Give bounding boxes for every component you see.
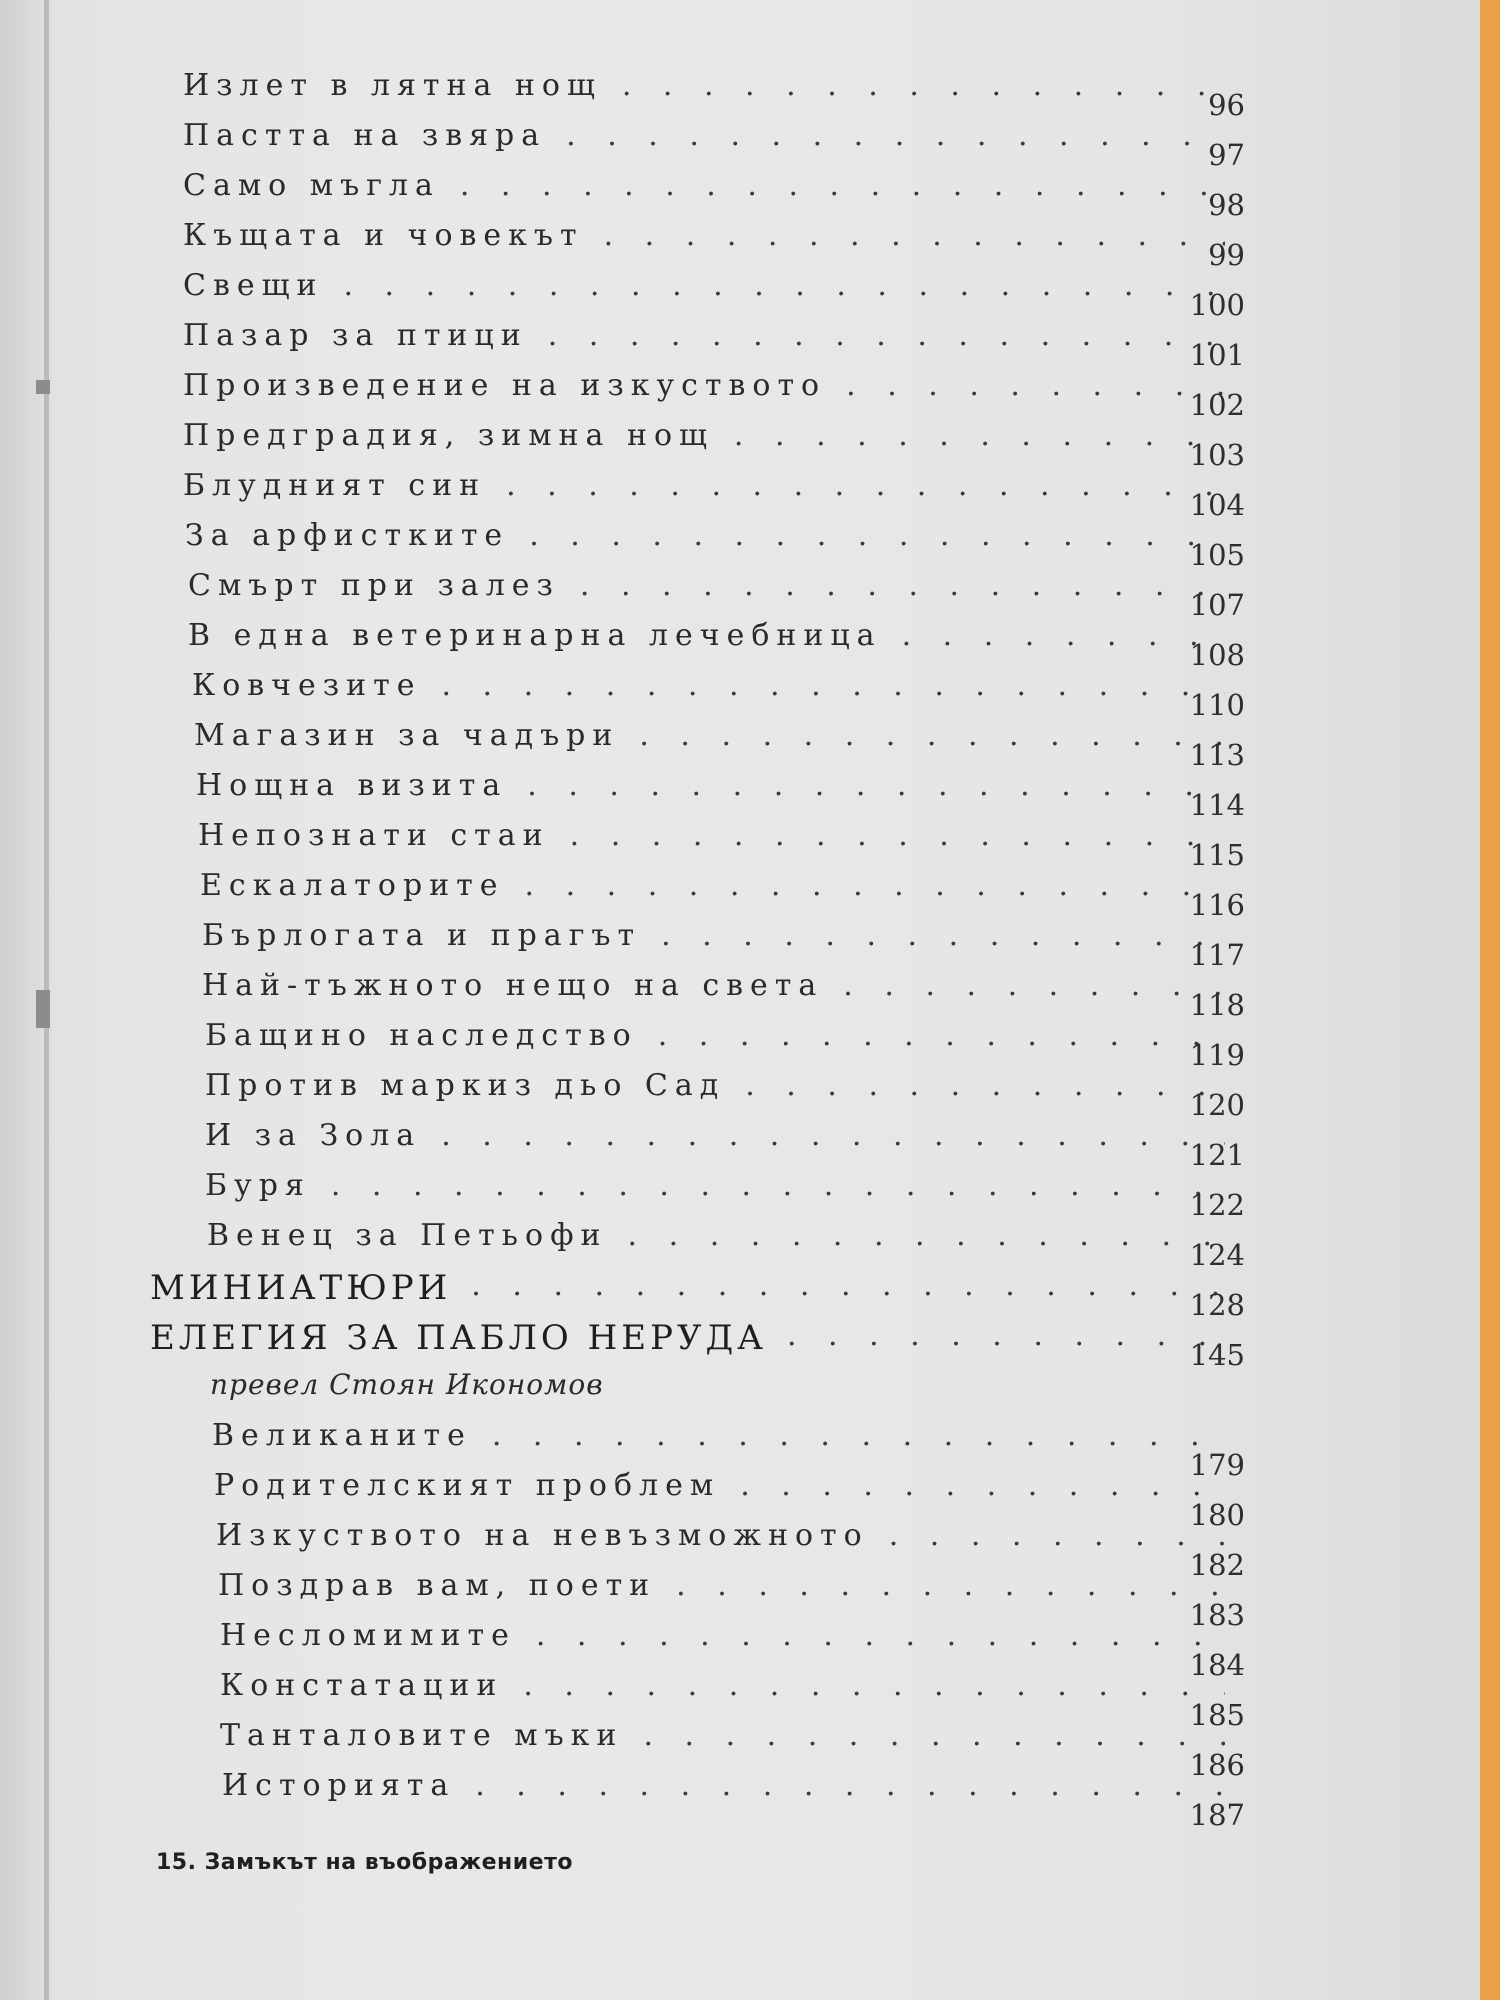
toc-dot-leader — [471, 1268, 1225, 1310]
toc-page-number: 182 — [1189, 1548, 1245, 1582]
toc-entry-title: Ескалаторите — [200, 868, 505, 903]
toc-page-number: 185 — [1189, 1698, 1245, 1732]
toc-dot-leader — [492, 1418, 1225, 1460]
toc-dot-leader — [734, 418, 1225, 460]
toc-entry-title: превел Стоян Икономов — [210, 1368, 604, 1401]
toc-entry — [216, 1518, 1225, 1560]
toc-page-number: 117 — [1189, 938, 1245, 972]
toc-page-number: 99 — [1208, 238, 1245, 272]
toc-entry — [183, 468, 1225, 510]
toc-entry-title: Смърт при залез — [188, 568, 560, 603]
toc-entry-title: МИНИАТЮРИ — [150, 1268, 452, 1308]
toc-page-number: 103 — [1189, 438, 1245, 472]
toc-entry-title: Родителският проблем — [214, 1468, 721, 1503]
toc-entry — [198, 818, 1225, 860]
toc-entry — [185, 518, 1225, 560]
toc-entry-title: Предградия, зимна нощ — [183, 418, 714, 453]
toc-dot-leader — [745, 1068, 1225, 1110]
toc-page-number: 98 — [1208, 188, 1245, 222]
toc-dot-leader — [740, 1468, 1225, 1510]
toc-entry-title: И за Зола — [205, 1118, 422, 1153]
toc-dot-leader — [527, 768, 1225, 810]
toc-entry — [183, 418, 1225, 460]
toc-page-number: 96 — [1208, 88, 1245, 122]
toc-entry — [220, 1618, 1225, 1660]
toc-entry — [205, 1168, 1225, 1210]
toc-entry-title: Бащино наследство — [205, 1018, 638, 1053]
toc-entry — [205, 1118, 1225, 1160]
toc-entry — [202, 968, 1225, 1010]
page-footer: 15. Замъкът на въображението — [156, 1850, 573, 1875]
toc-page-number: 187 — [1189, 1798, 1245, 1832]
toc-dot-leader — [676, 1568, 1225, 1610]
toc-dot-leader — [525, 868, 1226, 910]
toc-page-number: 118 — [1189, 988, 1245, 1022]
toc-entry-title: За арфистките — [185, 518, 510, 553]
toc-page-number: 116 — [1189, 888, 1245, 922]
toc-entry — [205, 1068, 1225, 1110]
toc-page-number: 120 — [1189, 1088, 1245, 1122]
toc-entry — [218, 1568, 1225, 1610]
toc-dot-leader — [460, 168, 1225, 210]
toc-entry — [150, 1318, 1225, 1360]
toc-entry — [220, 1668, 1225, 1710]
toc-dot-leader — [441, 668, 1225, 710]
toc-entry — [183, 268, 1225, 310]
toc-dot-leader — [580, 568, 1225, 610]
toc-dot-leader — [536, 1618, 1225, 1660]
toc-entry-title: Великаните — [212, 1418, 472, 1453]
toc-entry-title: Свещи — [183, 268, 324, 303]
toc-page-number: 105 — [1189, 538, 1245, 572]
toc-entry — [150, 1268, 1225, 1310]
toc-entry — [205, 1018, 1225, 1060]
toc-entry-title: Къщата и човекът — [183, 218, 584, 253]
toc-entry-title: Произведение на изкуството — [183, 368, 827, 403]
toc-entry — [214, 1468, 1225, 1510]
toc-dot-leader — [475, 1768, 1225, 1810]
toc-entry-title: Венец за Петьофи — [207, 1218, 608, 1253]
toc-page-number: 115 — [1189, 838, 1245, 872]
toc-page-number: 113 — [1189, 738, 1245, 772]
toc-entry-title: Поздрав вам, поети — [218, 1568, 657, 1603]
toc-entry — [188, 618, 1225, 660]
toc-entry-title: Изкуството на невъзможното — [216, 1518, 869, 1553]
toc-page-number: 110 — [1189, 688, 1245, 722]
toc-entry-title: Буря — [205, 1168, 311, 1203]
toc-page-number: 101 — [1189, 338, 1245, 372]
toc-dot-leader — [548, 318, 1225, 360]
toc-dot-leader — [523, 1668, 1225, 1710]
toc-dot-leader — [343, 268, 1225, 310]
toc-entry — [183, 218, 1225, 260]
toc-page-number: 179 — [1189, 1448, 1245, 1482]
toc-dot-leader — [566, 118, 1225, 160]
toc-page-number: 122 — [1189, 1188, 1245, 1222]
toc-entry-title: Само мъгла — [183, 168, 440, 203]
toc-dot-leader — [658, 1018, 1225, 1060]
toc-dot-leader — [506, 468, 1225, 510]
toc-entry — [210, 1368, 1225, 1410]
toc-entry-title: В една ветеринарна лечебница — [188, 618, 882, 653]
toc-page-number: 119 — [1189, 1038, 1245, 1072]
toc-entry — [196, 768, 1225, 810]
toc-page-number: 102 — [1189, 388, 1245, 422]
toc-entry — [200, 868, 1225, 910]
toc-entry-title: Констатации — [220, 1668, 504, 1703]
toc-entry — [188, 568, 1225, 610]
toc-entry — [183, 168, 1225, 210]
toc-entry — [202, 918, 1225, 960]
toc-entry-title: Против маркиз дьо Сад — [205, 1068, 726, 1103]
toc-page-number: 97 — [1208, 138, 1245, 172]
toc-entry — [183, 68, 1225, 110]
toc-dot-leader — [622, 68, 1225, 110]
toc-page-number: 180 — [1189, 1498, 1245, 1532]
toc-page-number: 186 — [1189, 1748, 1245, 1782]
toc-page-number: 124 — [1189, 1238, 1245, 1272]
toc-entry-title: ЕЛЕГИЯ ЗА ПАБЛО НЕРУДА — [150, 1318, 767, 1358]
toc-entry-title: Излет в лятна нощ — [183, 68, 602, 103]
toc-entry-title: Пастта на звяра — [183, 118, 547, 153]
toc-page-number: 184 — [1189, 1648, 1245, 1682]
toc-entry-title: Танталовите мъки — [220, 1718, 624, 1753]
toc-entry-title: Магазин за чадъри — [194, 718, 620, 753]
toc-dot-leader — [639, 718, 1225, 760]
toc-entry — [220, 1718, 1225, 1760]
toc-dot-leader — [331, 1168, 1225, 1210]
toc-dot-leader — [604, 218, 1225, 260]
toc-dot-leader — [787, 1318, 1225, 1360]
toc-entry-title: Бърлогата и прагът — [202, 918, 642, 953]
toc-dot-leader — [643, 1718, 1225, 1760]
toc-page-number: 104 — [1189, 488, 1245, 522]
toc-page-number: 114 — [1189, 788, 1245, 822]
toc-entry-title: Пазар за птици — [183, 318, 528, 353]
toc-entry — [207, 1218, 1225, 1260]
toc-entry — [194, 718, 1225, 760]
toc-entry — [212, 1418, 1225, 1460]
toc-entry — [183, 318, 1225, 360]
toc-page-number: 107 — [1189, 588, 1245, 622]
toc-dot-leader — [570, 818, 1225, 860]
toc-page-number: 121 — [1189, 1138, 1245, 1172]
toc-entry-title: Несломимите — [220, 1618, 516, 1653]
toc-dot-leader — [661, 918, 1225, 960]
toc-page-number: 108 — [1189, 638, 1245, 672]
toc-dot-leader — [628, 1218, 1225, 1260]
toc-page-number: 183 — [1189, 1598, 1245, 1632]
toc-entry — [192, 668, 1225, 710]
toc-entry-title: Непознати стаи — [198, 818, 550, 853]
toc-page-number: 128 — [1189, 1288, 1245, 1322]
toc-entry — [183, 368, 1225, 410]
toc-entry-title: Най-тъжното нещо на света — [202, 968, 824, 1003]
toc-dot-leader — [441, 1118, 1225, 1160]
toc-page-number: 100 — [1189, 288, 1245, 322]
toc-entry — [183, 118, 1225, 160]
toc-entry — [222, 1768, 1225, 1810]
toc-dot-leader — [529, 518, 1225, 560]
toc-entry-title: Историята — [222, 1768, 456, 1803]
toc-entry-title: Блудният син — [183, 468, 487, 503]
toc-entry-title: Нощна визита — [196, 768, 508, 803]
toc-entry-title: Ковчезите — [192, 668, 422, 703]
toc-page-number: 145 — [1189, 1338, 1245, 1372]
